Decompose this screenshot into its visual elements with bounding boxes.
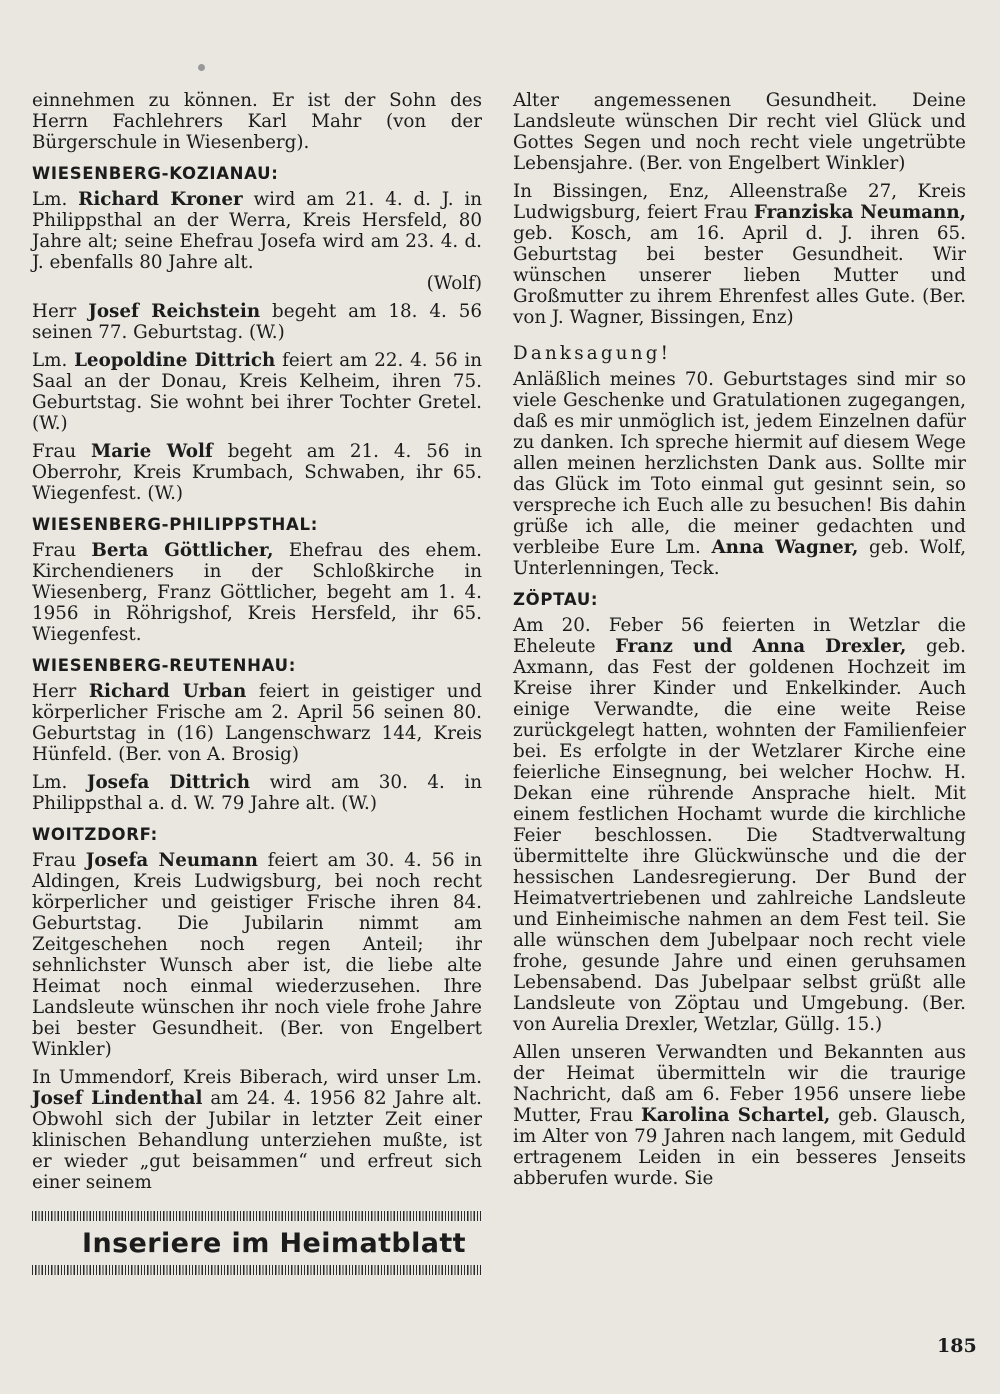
paragraph: Herr Richard Urban feiert in geistiger und körperlicher Frische am 2. April 56 seinen 80. Geburtstag in (16) Langenschwarz 144, Kreis Hünfeld. (Ber. von A. Brosig) (32, 681, 482, 765)
paragraph: In Ummendorf, Kreis Biberach, wird unser Lm. Josef Lindenthal am 24. 4. 1956 82 Jahre alt. Obwohl sich der Jubilar in letzter Zeit einer klinischen Behandlung unterziehen mußte, ist er wieder „gut beisammen“ und erfreut sich einer seinem (32, 1067, 482, 1193)
page-number: 185 (937, 1335, 977, 1357)
page-dot (198, 64, 205, 71)
paragraph: Frau Josefa Neumann feiert am 30. 4. 56 in Aldingen, Kreis Ludwigsburg, bei noch recht körperlicher und geistiger Frische ihren 84. Geburtstag. Die Jubilarin nimmt am Zeitgeschehen noch regen Anteil; ihr sehnlichster Wunsch aber ist, die liebe alte Heimat noch einmal wiederzusehen. Ihre Landsleute wünschen ihr noch viele frohe Jahre bei bester Gesundheit. (Ber. von Engelbert Winkler) (32, 850, 482, 1060)
left-column (32, 90, 482, 1275)
ad-text: Inseriere im Heimatblatt (82, 1228, 466, 1259)
section-heading-kozianau: WIESENBERG-KOZIANAU: (32, 164, 279, 183)
paragraph: Frau Marie Wolf begeht am 21. 4. 56 in Oberrohr, Kreis Krumbach, Schwaben, ihr 65. Wiegenfest. (W.) (32, 441, 482, 504)
section-heading-woitzdorf: WOITZDORF: (32, 825, 158, 844)
advertisement (32, 1211, 482, 1275)
signature: (Wolf) (426, 273, 482, 294)
ad-border-bottom (32, 1265, 482, 1275)
paragraph: Lm. Richard Kroner wird am 21. 4. d. J. in Philippsthal an der Werra, Kreis Hersfeld, 80 Jahre alt; seine Ehefrau Josefa wird am 23. 4. d. J. ebenfalls 80 Jahre alt. (32, 189, 482, 273)
paragraph: In Bissingen, Enz, Alleenstraße 27, Kreis Ludwigsburg, feiert Frau Franziska Neumann, geb. Kosch, am 16. April d. J. ihren 65. Geburtstag bei bester Gesundheit. Wir wünschen unserer lieben Mutter und Großmutter zu ihrem Ehrenfest alles Gute. (Ber. von J. Wagner, Bissingen, Enz) (513, 181, 966, 328)
danksagung-heading: Danksagung! (513, 343, 672, 364)
section-heading-zoeptau: ZÖPTAU: (513, 590, 599, 609)
paragraph: Alter angemessenen Gesundheit. Deine Landsleute wünschen Dir recht viel Glück und Gottes Segen und noch recht viele ungetrübte Lebensjahre. (Ber. von Engelbert Winkler) (513, 90, 966, 174)
paragraph: Allen unseren Verwandten und Bekannten aus der Heimat übermitteln wir die traurige Nachricht, daß am 6. Feber 1956 unsere liebe Mutter, Frau Karolina Schartel, geb. Glausch, im Alter von 79 Jahren nach langem, mit Geduld ertragenem Leiden in ein besseres Jenseits abberufen wurde. Sie (513, 1042, 966, 1189)
ad-border-top (32, 1211, 482, 1221)
paragraph: Anläßlich meines 70. Geburtstages sind mir so viele Geschenke und Gratulationen zugegangen, daß es mir unmöglich ist, jedem Einzelnen dafür zu danken. Ich spreche hiermit auf diesem Wege allen meinen herzlichsten Dank aus. Sollte mir das Glück im Toto einmal gut gesinnt sein, so verspreche ich Euch alle zu besuchen! Bis dahin grüße ich alle, die meiner gedachten und verbleibe Eure Lm. Anna Wagner, geb. Wolf, Unterlenningen, Teck. (513, 369, 967, 579)
paragraph: einnehmen zu können. Er ist der Sohn des Herrn Fachlehrers Karl Mahr (von der Bürgerschule in Wiesenberg). (32, 90, 482, 153)
section-heading-reutenhau: WIESENBERG-REUTENHAU: (32, 656, 296, 675)
paragraph: Lm. Josefa Dittrich wird am 30. 4. in Philippsthal a. d. W. 79 Jahre alt. (W.) (32, 772, 482, 814)
paragraph: Lm. Leopoldine Dittrich feiert am 22. 4. 56 in Saal an der Donau, Kreis Kelheim, ihren 75. Geburtstag. Sie wohnt bei ihrer Tochter Gretel. (W.) (32, 350, 482, 434)
paragraph: Frau Berta Göttlicher, Ehefrau des ehem. Kirchendieners in der Schloßkirche in Wiesenberg, Franz Göttlicher, begeht am 1. 4. 1956 in Röhrigshof, Kreis Hersfeld, ihr 65. Wiegenfest. (32, 540, 482, 645)
paragraph: Herr Josef Reichstein begeht am 18. 4. 56 seinen 77. Geburtstag. (W.) (32, 301, 482, 343)
right-column (513, 90, 966, 1196)
section-heading-philippsthal: WIESENBERG-PHILIPPSTHAL: (32, 515, 319, 534)
paragraph: Am 20. Feber 56 feierten in Wetzlar die Eheleute Franz und Anna Drexler, geb. Axmann, das Fest der goldenen Hochzeit im Kreise ihrer Kinder und Enkelkinder. Auch einige Verwandte, die eine weite Reise zurückgelegt hatten, wohnten der Familienfeier bei. Es erfolgte in der Wetzlarer Kirche eine feierliche Einsegnung, bei welcher Hochw. H. Dekan eine rührende Ansprache hielt. Mit einem festlichen Hochamt wurde die kirchliche Feier beschlossen. Die Stadtverwaltung übermittelte ihre Glückwünsche und die der hessischen Landesregierung. Der Bund der Heimatvertriebenen und zahlreiche Landsleute und Einheimische nahmen an dem Fest teil. Sie alle wünschen dem Jubelpaar noch recht viele frohe, gesunde Jahre und einen geruhsamen Lebensabend. Das Jubelpaar selbst grüßt alle Landsleute von Zöptau und Umgebung. (Ber. von Aurelia Drexler, Wetzlar, Güllg. 15.) (513, 615, 966, 1035)
